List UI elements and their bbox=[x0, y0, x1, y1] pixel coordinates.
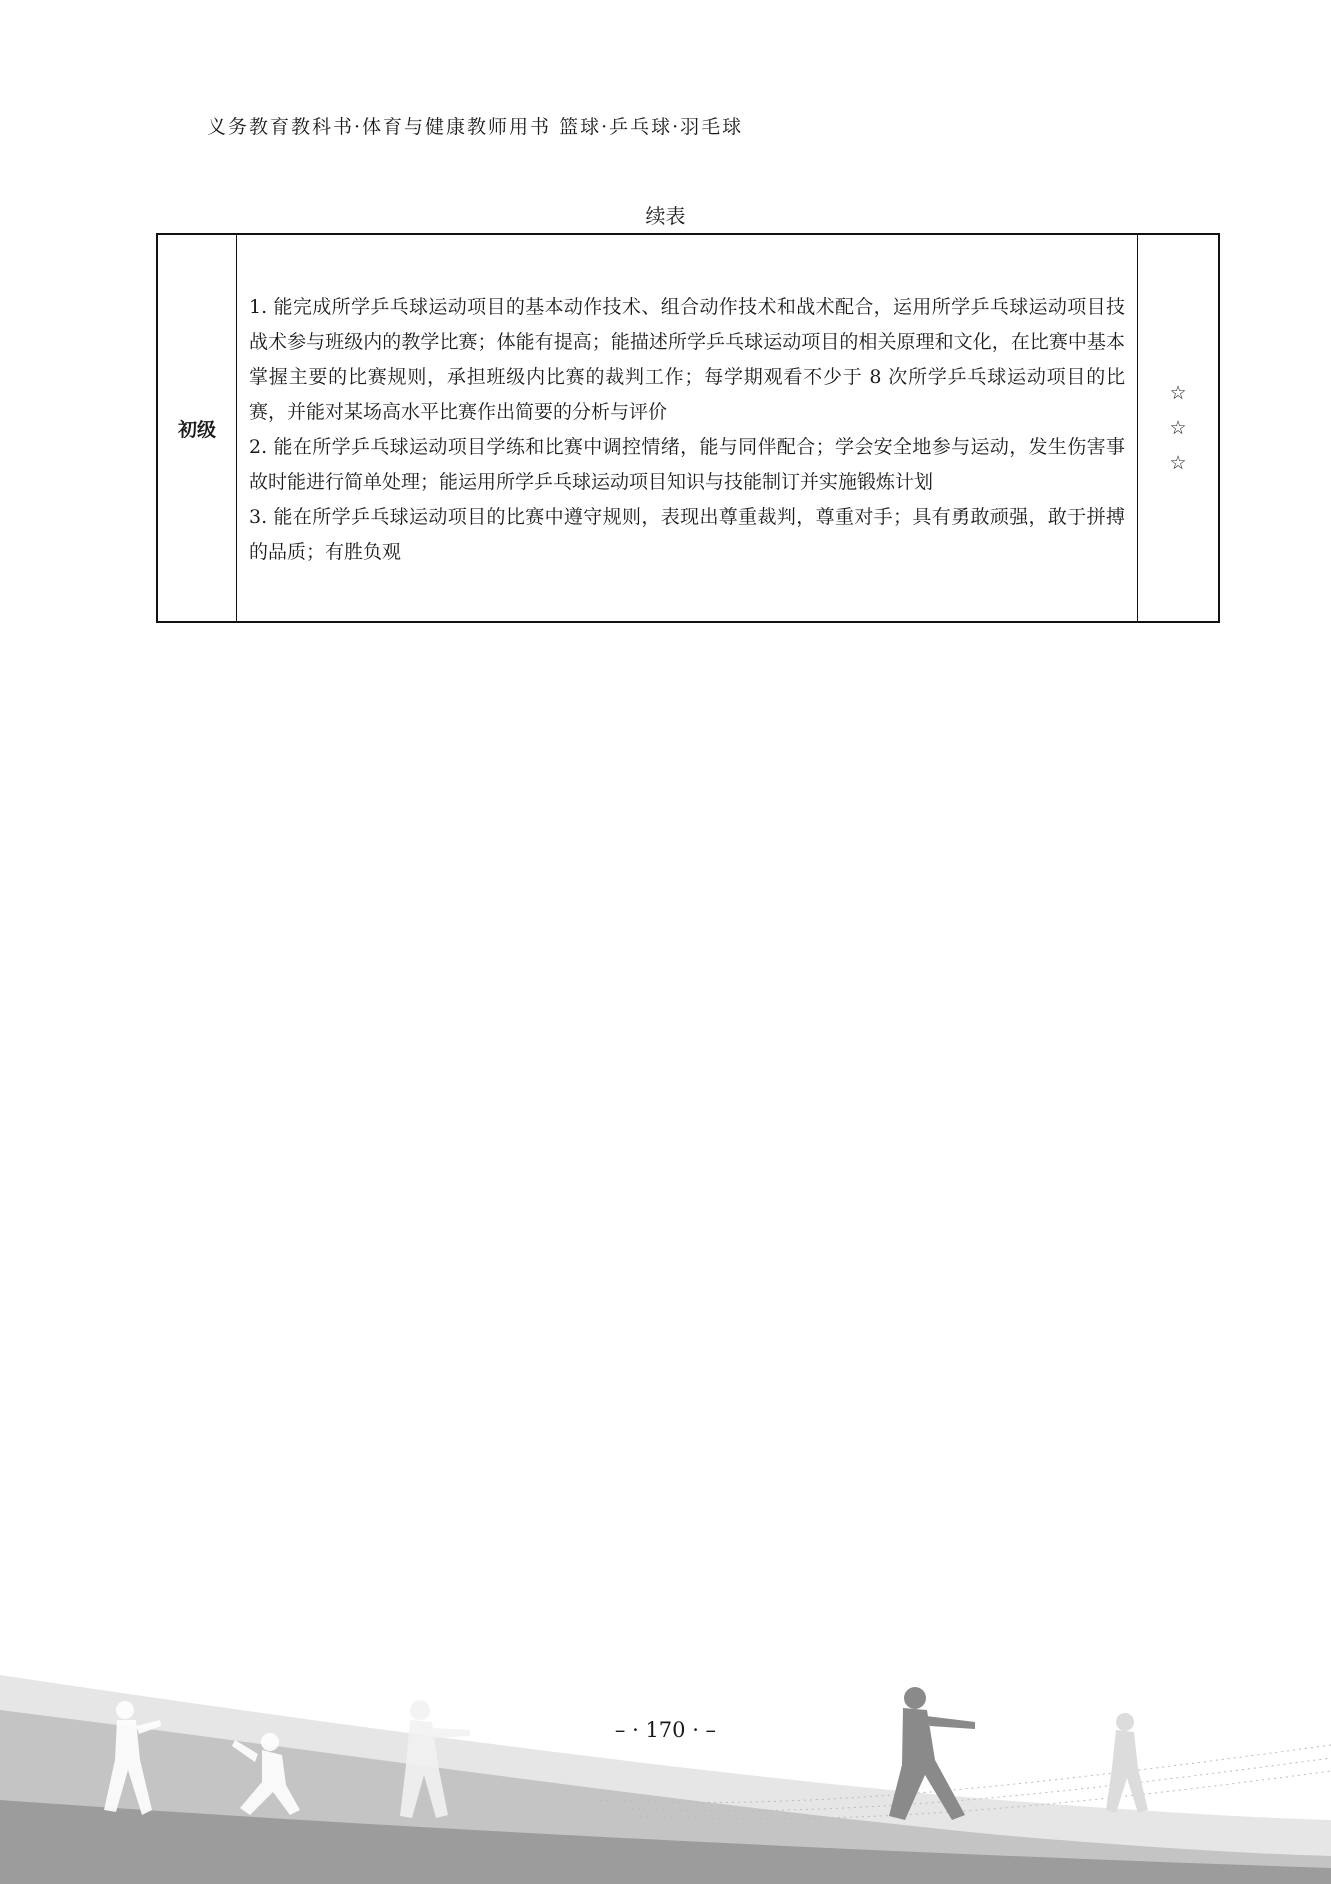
list-item: 3. 能在所学乒乓球运动项目的比赛中遵守规则，表现出尊重裁判，尊重对手；具有勇敢顽强，敢于拼搏的品质；有胜负观 bbox=[249, 506, 1125, 563]
standards-table bbox=[156, 233, 1220, 623]
footer-decoration bbox=[0, 1650, 1331, 1884]
star-icon: ☆ bbox=[1169, 381, 1187, 404]
stars-cell bbox=[1138, 234, 1220, 622]
page-number: – · 170 · – bbox=[614, 1718, 717, 1742]
list-item: 1. 能完成所学乒乓球运动项目的基本动作技术、组合动作技术和战术配合，运用所学乒乓球运动项目技战术参与班级内的教学比赛；体能有提高；能描述所学乒乓球运动项目的相关原理和文化，在比赛中基本掌握主要的比赛规则，承担班级内比赛的裁判工作；每学期观看不少于 8 次所学乒乓球运动项目的比赛，并能对某场高水平比赛作出简要的分析与评价 bbox=[249, 296, 1125, 423]
content-cell bbox=[237, 234, 1138, 622]
table-row bbox=[157, 234, 1219, 622]
level-cell: 初级 bbox=[157, 234, 237, 622]
star-icon: ☆ bbox=[1169, 451, 1187, 474]
table-caption: 续表 bbox=[645, 204, 686, 228]
list-item: 2. 能在所学乒乓球运动项目学练和比赛中调控情绪，能与同伴配合；学会安全地参与运动，发生伤害事故时能进行简单处理；能运用所学乒乓球运动项目知识与技能制订并实施锻炼计划 bbox=[249, 436, 1125, 493]
star-icon: ☆ bbox=[1169, 416, 1187, 439]
running-header: 义务教育教科书·体育与健康教师用书 篮球·乒乓球·羽毛球 bbox=[207, 116, 744, 138]
